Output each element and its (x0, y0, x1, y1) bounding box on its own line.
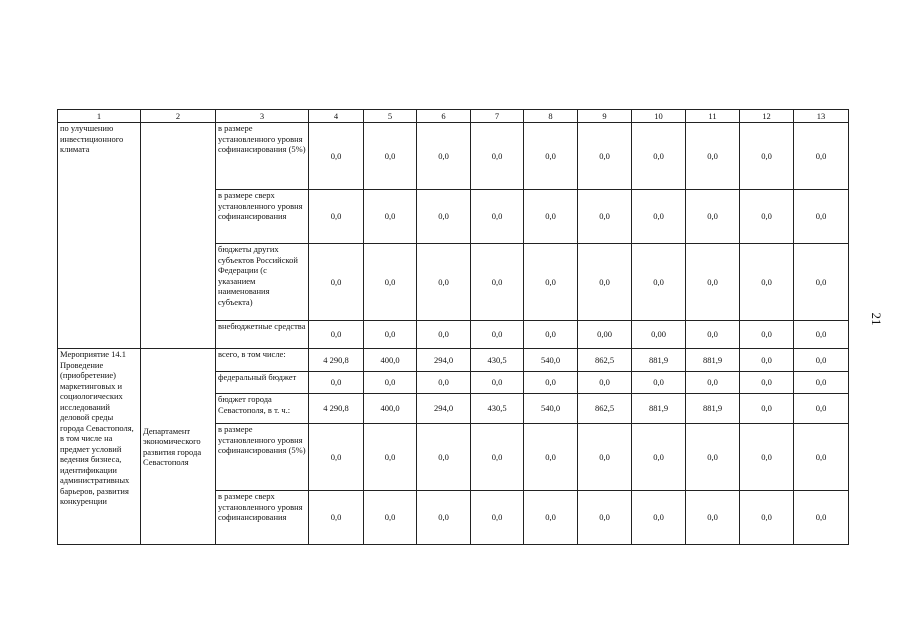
responsible-executor-cell: Департамент экономического развития города Севастополя (141, 349, 216, 545)
funding-source-cell: всего, в том числе: (216, 349, 309, 372)
funding-source-cell: в размере сверх установленного уровня софинансирования (216, 491, 309, 545)
value-cell: 0,0 (524, 491, 578, 545)
value-cell: 0,0 (471, 321, 524, 349)
value-cell: 0,00 (578, 321, 632, 349)
value-cell: 0,0 (578, 123, 632, 190)
value-cell: 0,0 (686, 190, 740, 244)
value-cell: 0,0 (471, 244, 524, 321)
value-cell: 4 290,8 (309, 394, 364, 424)
value-cell: 862,5 (578, 349, 632, 372)
value-cell: 0,0 (417, 372, 471, 394)
value-cell: 0,0 (524, 321, 578, 349)
header-cell: 10 (632, 110, 686, 123)
value-cell: 400,0 (364, 394, 417, 424)
activity-name-cell: по улучшению инвестиционного климата (58, 123, 141, 349)
value-cell: 881,9 (632, 394, 686, 424)
value-cell: 0,0 (740, 321, 794, 349)
value-cell: 0,0 (740, 190, 794, 244)
header-cell: 2 (141, 110, 216, 123)
value-cell: 0,0 (632, 424, 686, 491)
value-cell: 0,0 (309, 424, 364, 491)
value-cell: 0,0 (524, 372, 578, 394)
value-cell: 0,0 (309, 244, 364, 321)
value-cell: 4 290,8 (309, 349, 364, 372)
value-cell: 0,0 (471, 491, 524, 545)
funding-source-cell: в размере сверх установленного уровня софинансирования (216, 190, 309, 244)
funding-source-cell: в размере установленного уровня софинансирования (5%) (216, 424, 309, 491)
value-cell: 0,0 (740, 349, 794, 372)
value-cell: 0,0 (524, 424, 578, 491)
funding-source-cell: федеральный бюджет (216, 372, 309, 394)
value-cell: 0,0 (740, 394, 794, 424)
value-cell: 0,0 (417, 424, 471, 491)
value-cell: 0,0 (794, 424, 849, 491)
value-cell: 0,0 (364, 424, 417, 491)
value-cell: 0,0 (364, 123, 417, 190)
value-cell: 0,0 (309, 190, 364, 244)
value-cell: 0,0 (524, 244, 578, 321)
header-cell: 3 (216, 110, 309, 123)
value-cell: 540,0 (524, 349, 578, 372)
value-cell: 0,0 (794, 491, 849, 545)
header-cell: 5 (364, 110, 417, 123)
value-cell: 430,5 (471, 349, 524, 372)
value-cell: 0,0 (794, 349, 849, 372)
value-cell: 0,0 (471, 190, 524, 244)
value-cell: 0,0 (740, 123, 794, 190)
value-cell: 0,0 (686, 244, 740, 321)
value-cell: 0,0 (524, 190, 578, 244)
value-cell: 0,0 (309, 491, 364, 545)
value-cell: 0,0 (471, 424, 524, 491)
value-cell: 430,5 (471, 394, 524, 424)
funding-source-cell: бюджет города Севастополя, в т. ч.: (216, 394, 309, 424)
value-cell: 0,0 (794, 244, 849, 321)
header-cell: 11 (686, 110, 740, 123)
header-cell: 9 (578, 110, 632, 123)
value-cell: 400,0 (364, 349, 417, 372)
activity-name-cell: Мероприятие 14.1 Проведение (приобретение) маркетинговых и социологических исследований деловой среды города Севастополя, в том числе на предмет условий ведения бизнеса, идентификации административных барьеров, развития конкуренции (58, 349, 141, 545)
funding-source-cell: в размере установленного уровня софинансирования (5%) (216, 123, 309, 190)
value-cell: 0,0 (364, 321, 417, 349)
budget-table (57, 109, 849, 545)
header-row (58, 110, 849, 123)
value-cell: 0,0 (632, 123, 686, 190)
value-cell: 0,0 (309, 372, 364, 394)
value-cell: 0,0 (364, 244, 417, 321)
value-cell: 0,0 (740, 424, 794, 491)
header-cell: 4 (309, 110, 364, 123)
value-cell: 0,0 (578, 244, 632, 321)
value-cell: 881,9 (686, 349, 740, 372)
value-cell: 0,0 (578, 372, 632, 394)
value-cell: 881,9 (686, 394, 740, 424)
value-cell: 0,0 (686, 123, 740, 190)
value-cell: 0,0 (740, 244, 794, 321)
value-cell: 0,0 (309, 123, 364, 190)
value-cell: 294,0 (417, 394, 471, 424)
value-cell: 0,0 (686, 424, 740, 491)
header-cell: 7 (471, 110, 524, 123)
value-cell: 862,5 (578, 394, 632, 424)
value-cell: 0,0 (632, 244, 686, 321)
responsible-executor-cell (141, 123, 216, 349)
value-cell: 0,0 (417, 491, 471, 545)
value-cell: 0,0 (794, 190, 849, 244)
funding-source-cell: внебюджетные средства (216, 321, 309, 349)
value-cell: 0,0 (794, 123, 849, 190)
value-cell: 0,0 (740, 372, 794, 394)
header-cell: 6 (417, 110, 471, 123)
value-cell: 0,0 (417, 244, 471, 321)
value-cell: 0,0 (524, 123, 578, 190)
value-cell: 0,0 (364, 491, 417, 545)
value-cell: 0,0 (417, 190, 471, 244)
value-cell: 0,0 (578, 491, 632, 545)
value-cell: 0,0 (632, 372, 686, 394)
table-row (58, 349, 849, 372)
value-cell: 0,0 (578, 424, 632, 491)
funding-source-cell: бюджеты других субъектов Российской Федерации (с указанием наименования субъекта) (216, 244, 309, 321)
value-cell: 0,0 (686, 491, 740, 545)
table-body (58, 110, 849, 545)
header-cell: 8 (524, 110, 578, 123)
header-cell: 1 (58, 110, 141, 123)
value-cell: 0,0 (417, 321, 471, 349)
value-cell: 0,0 (364, 190, 417, 244)
value-cell: 540,0 (524, 394, 578, 424)
value-cell: 0,0 (309, 321, 364, 349)
value-cell: 0,0 (471, 372, 524, 394)
value-cell: 0,0 (417, 123, 471, 190)
value-cell: 0,0 (794, 372, 849, 394)
value-cell: 0,0 (794, 394, 849, 424)
value-cell: 0,0 (740, 491, 794, 545)
value-cell: 0,0 (794, 321, 849, 349)
header-cell: 13 (794, 110, 849, 123)
value-cell: 0,0 (686, 321, 740, 349)
value-cell: 881,9 (632, 349, 686, 372)
value-cell: 0,0 (632, 190, 686, 244)
table-row (58, 123, 849, 190)
value-cell: 0,0 (686, 372, 740, 394)
value-cell: 0,00 (632, 321, 686, 349)
value-cell: 0,0 (632, 491, 686, 545)
header-cell: 12 (740, 110, 794, 123)
value-cell: 0,0 (578, 190, 632, 244)
value-cell: 0,0 (471, 123, 524, 190)
value-cell: 0,0 (364, 372, 417, 394)
page-number: 21 (869, 312, 884, 326)
value-cell: 294,0 (417, 349, 471, 372)
